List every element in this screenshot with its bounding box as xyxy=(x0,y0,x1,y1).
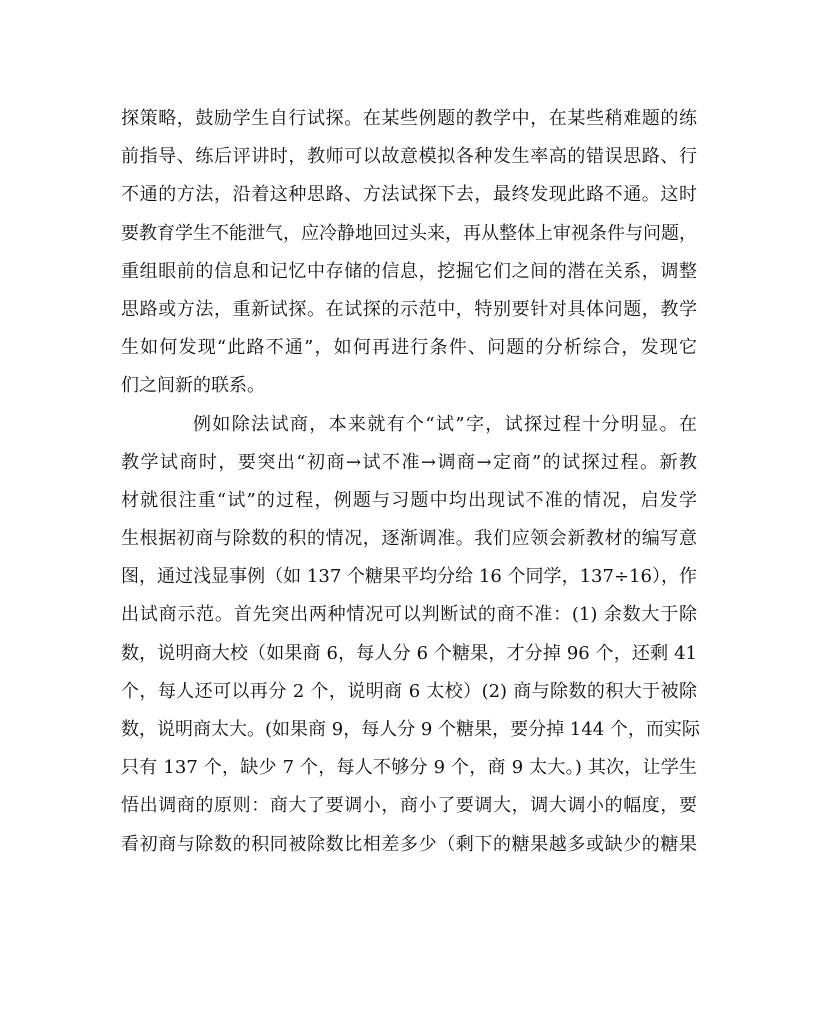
text-line: 图，通过浅显事例（如 137 个糖果平均分给 16 个同学，137÷16），作 xyxy=(121,566,697,588)
text-line: 生如何发现“此路不通”，如何再进行条件、问题的分析综合，发现它 xyxy=(121,337,697,359)
text-line: 不通的方法，沿着这种思路、方法试探下去，最终发现此路不通。这时 xyxy=(121,184,697,206)
text-line: 思路或方法，重新试探。在试探的示范中，特别要针对具体问题，教学 xyxy=(121,298,697,320)
text-line: 看初商与除数的积同被除数比相差多少（剩下的糖果越多或缺少的糖果 xyxy=(121,833,697,855)
text-line: 悟出调商的原则：商大了要调小，商小了要调大，调大调小的幅度，要 xyxy=(121,795,697,817)
text-line: 教学试商时，要突出“初商→试不准→调商→定商”的试探过程。新教 xyxy=(121,451,697,473)
text-line: 要教育学生不能泄气，应冷静地回过头来，再从整体上审视条件与问题， xyxy=(121,222,697,244)
text-line: 材就很注重“试”的过程，例题与习题中均出现试不准的情况，启发学 xyxy=(121,489,697,511)
text-line: 前指导、练后评讲时，教师可以故意模拟各种发生率高的错误思路、行 xyxy=(121,146,697,168)
body-text xyxy=(121,100,700,864)
text-line: 个，每人还可以再分 2 个，说明商 6 太校）(2) 商与除数的积大于被除 xyxy=(121,680,697,702)
text-line: 出试商示范。首先突出两种情况可以判断试的商不准：(1) 余数大于除 xyxy=(121,604,697,626)
text-line: 探策略，鼓励学生自行试探。在某些例题的教学中，在某些稍难题的练 xyxy=(121,108,697,129)
paragraph-first-line: 例如除法试商，本来就有个“试”字，试探过程十分明显。在 xyxy=(193,413,697,435)
text-line: 数，说明商太大。(如果商 9，每人分 9 个糖果，要分掉 144 个，而实际 xyxy=(121,719,700,740)
text-line: 数，说明商大校（如果商 6，每人分 6 个糖果，才分掉 96 个，还剩 41 xyxy=(121,642,697,664)
text-line: 只有 137 个，缺少 7 个，每人不够分 9 个，商 9 太大。) 其次，让学生 xyxy=(121,757,697,779)
text-line: 们之间新的联系。 xyxy=(121,375,265,397)
text-line: 生根据初商与除数的积的情况，逐渐调准。我们应领会新教材的编写意 xyxy=(121,528,697,550)
text-line: 重组眼前的信息和记忆中存储的信息，挖掘它们之间的潜在关系，调整 xyxy=(121,260,697,282)
